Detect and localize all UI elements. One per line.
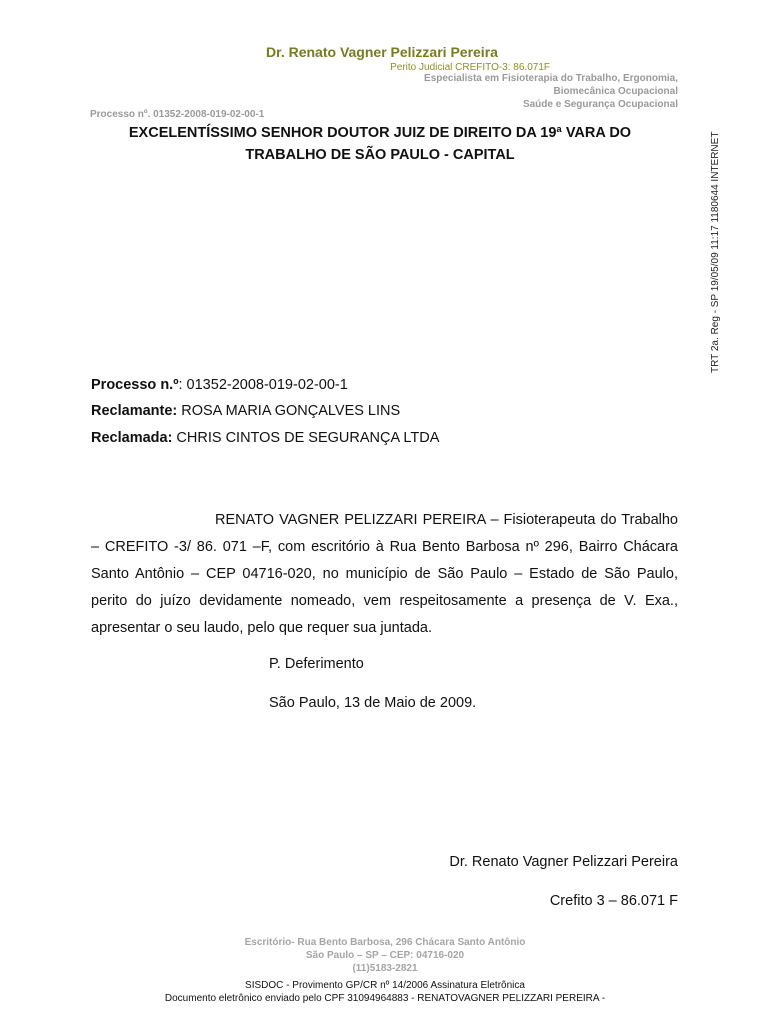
- claimant-label: Reclamante:: [91, 403, 178, 419]
- body-text: RENATO VAGNER PELIZZARI PEREIRA – Fisioterapeuta do Trabalho – CREFITO -3/ 86. 071 –F, com escritório à Rua Bento Barbosa nº 296, Bairro Chácara Santo Antônio – CEP 04716-020, no município de São Paulo – Estado de São Paulo, perito do juízo devidamente nomeado, vem respeitosamente a presença de V. Exa., apresentar o seu laudo, pelo que requer sua juntada.: [91, 512, 678, 636]
- title-line-2: TRABALHO DE SÃO PAULO - CAPITAL: [245, 147, 515, 163]
- title-line-1: EXCELENTÍSSIMO SENHOR DOUTOR JUIZ DE DIREITO DA 19ª VARA DO: [128, 125, 632, 141]
- court-receipt-stamp: TRT 2a. Reg - SP 19/05/09 11:17 1180644 INTERNET: [710, 131, 721, 373]
- body-paragraph: [91, 507, 678, 642]
- signature-name: Dr. Renato Vagner Pelizzari Pereira: [449, 854, 678, 870]
- footer-sisdoc: SISDOC - Provimento GP/CR nº 14/2006 Assinatura Eletrônica: [245, 980, 525, 991]
- footer-address-2: São Paulo – SP – CEP: 04716-020: [305, 950, 465, 961]
- letterhead-name: Dr. Renato Vagner Pelizzari Pereira: [266, 44, 498, 60]
- process-field: [91, 377, 348, 393]
- letterhead-specialty-3: Saúde e Segurança Ocupacional: [522, 99, 678, 110]
- process-label: Processo n.º: [91, 377, 179, 393]
- defendant-label: Reclamada:: [91, 430, 173, 446]
- footer-electronic-signature: Documento eletrônico enviado pelo CPF 31094964883 - RENATOVAGNER PELIZZARI PEREIRA -: [164, 993, 606, 1004]
- letterhead-specialty-1: Especialista em Fisioterapia do Trabalho, Ergonomia,: [424, 73, 678, 84]
- document-title: [80, 122, 680, 166]
- letterhead-specialty-2: Biomecânica Ocupacional: [553, 86, 678, 97]
- process-value: : 01352-2008-019-02-00-1: [178, 377, 348, 393]
- date-line: São Paulo, 13 de Maio de 2009.: [269, 695, 477, 711]
- defendant-field: [91, 430, 439, 446]
- claimant-value: ROSA MARIA GONÇALVES LINS: [177, 403, 401, 419]
- letterhead-perito: Perito Judicial CREFITO-3: 86.071F: [390, 62, 550, 73]
- signature-crefito: Crefito 3 – 86.071 F: [549, 893, 678, 909]
- footer-phone: (11)5183-2821: [352, 963, 418, 974]
- defendant-value: CHRIS CINTOS DE SEGURANÇA LTDA: [172, 430, 440, 446]
- process-number-header: Processo nº. 01352-2008-019-02-00-1: [90, 109, 265, 120]
- footer-address-1: Escritório- Rua Bento Barbosa, 296 Chácara Santo Antônio: [244, 937, 526, 948]
- claimant-field: [91, 403, 400, 419]
- deferimento-text: P. Deferimento: [269, 656, 364, 672]
